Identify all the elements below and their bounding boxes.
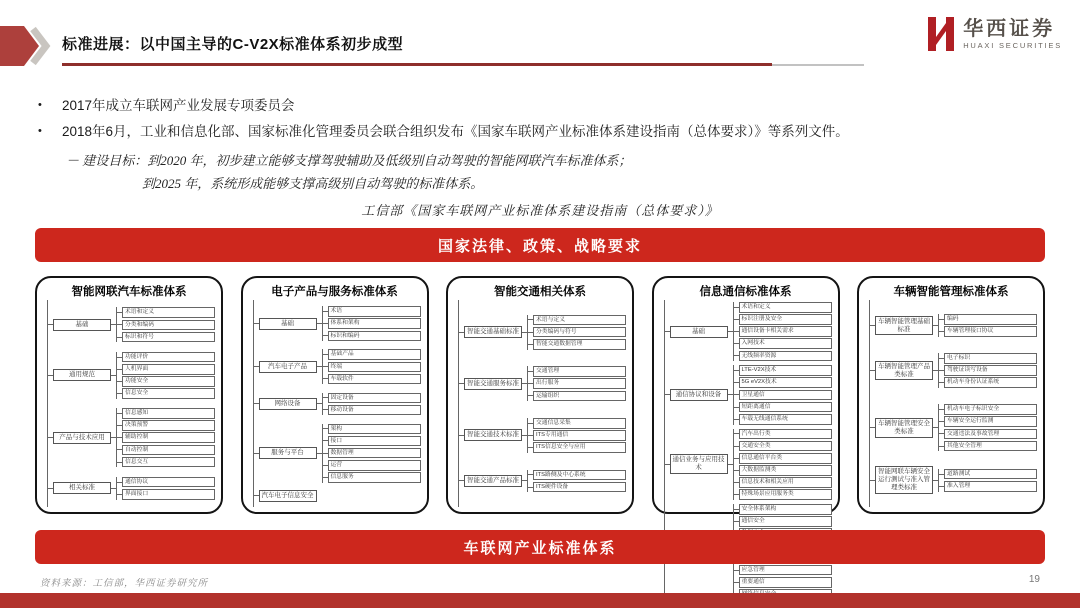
- tree-child-row: [323, 374, 421, 385]
- tree-child-node: 其他安全管理: [944, 441, 1037, 452]
- tree-child-row: [939, 481, 1037, 492]
- standard-panel-2: [241, 276, 429, 514]
- tree-child-node: 信息感知: [122, 408, 215, 419]
- tree-child-node: 机动车身份认证系统: [944, 377, 1037, 388]
- top-banner-national-requirements: 国家法律、政策、战略要求: [35, 228, 1045, 262]
- tree-child-node: 术语: [328, 306, 421, 317]
- tree-child-row: [734, 302, 832, 313]
- tree-child-node: 标识和编码: [328, 331, 421, 342]
- tree-child-row: [734, 516, 832, 527]
- tree-children: [733, 429, 832, 500]
- tree-child-node: 5G eV2X技术: [739, 377, 832, 388]
- tree-child-row: [528, 470, 626, 481]
- tree-child-row: [734, 365, 832, 376]
- tree-child-node: 运输组织: [533, 391, 626, 402]
- bullet-item: [38, 98, 1048, 115]
- tree-parent-node: 通用规范: [53, 369, 111, 381]
- tree-child-row: [939, 404, 1037, 415]
- tree-parent-node: 基础: [670, 326, 728, 338]
- tree-parent-node: 汽车电子信息安全: [259, 490, 317, 502]
- tree-children: [322, 306, 421, 341]
- tree-group: [459, 314, 626, 351]
- tree-child-node: 交通管理: [533, 366, 626, 377]
- tree-child-row: [528, 339, 626, 350]
- tree-child-row: [323, 362, 421, 373]
- tree-child-node: 终端: [328, 362, 421, 373]
- tree-child-node: 分类和编码: [122, 320, 215, 331]
- tree-parent-node: 车辆智能管理基础标准: [875, 316, 933, 336]
- tree-child-row: [528, 418, 626, 429]
- tree-child-node: 交通信息采集: [533, 418, 626, 429]
- tree-child-row: [939, 353, 1037, 364]
- title-underline-gray: [772, 64, 864, 66]
- bottom-red-bar: [0, 593, 1080, 608]
- panel-title: 智能交通相关体系: [494, 286, 586, 298]
- tree-parent-node: 服务与平台: [259, 447, 317, 459]
- tree-child-node: 决策预警: [122, 420, 215, 431]
- tree-child-node: 交通安全类: [739, 441, 832, 452]
- huaxi-logo-icon: [926, 16, 956, 52]
- tree-child-row: [734, 338, 832, 349]
- tree-group: [254, 348, 421, 385]
- tree-child-row: [734, 465, 832, 476]
- tree-child-row: [323, 349, 421, 360]
- tree-parent-node: 智能交通技术标准: [464, 429, 522, 441]
- tree-child-row: [323, 405, 421, 416]
- tree-child-row: [323, 393, 421, 404]
- tree-parent-node: 产品与技术应用: [53, 432, 111, 444]
- tree-child-row: [323, 472, 421, 483]
- tree-child-node: 标识和符号: [122, 332, 215, 343]
- tree-child-row: [528, 366, 626, 377]
- tree-child-row: [734, 441, 832, 452]
- tree-child-node: 车载软件: [328, 374, 421, 385]
- panel-title: 车辆智能管理标准体系: [893, 286, 1009, 298]
- tree-parent-node: 基础: [53, 319, 111, 331]
- tree-child-node: 车载无线通信系统: [739, 414, 832, 425]
- tree-child-node: 信息通信平台类: [739, 453, 832, 464]
- tree-child-node: 安全体系架构: [739, 504, 832, 515]
- bullet-marker: •: [38, 99, 42, 111]
- tree-child-node: 术语和定义: [122, 307, 215, 318]
- logo-text-en: HUAXI SECURITIES: [963, 40, 1062, 50]
- panel-title: 电子产品与服务标准体系: [271, 286, 398, 298]
- tree-child-row: [939, 314, 1037, 325]
- tree-child-row: [734, 429, 832, 440]
- tree-child-row: [939, 365, 1037, 376]
- tree-group: [254, 392, 421, 417]
- tree-children: [116, 307, 215, 342]
- tree-child-row: [117, 408, 215, 419]
- tree-child-row: [734, 326, 832, 337]
- tree-group: [870, 352, 1037, 389]
- standard-panel-4: [652, 276, 840, 585]
- goal-line-2020: － 建设目标：到2020 年，初步建立能够支撑驾驶辅助及低级别自动驾驶的智能网联汽车标准体系；: [66, 153, 632, 168]
- tree-parent-node: 车辆智能管理产品类标准: [875, 361, 933, 381]
- tree-parent-node: 相关标准: [53, 482, 111, 494]
- tree-child-node: 车辆安全运行监测: [944, 416, 1037, 427]
- tree-child-node: ITS硬件设备: [533, 482, 626, 493]
- tree-parent-node: 车辆智能管理安全类标准: [875, 418, 933, 438]
- tree-child-node: 通信设备卡相关需求: [739, 326, 832, 337]
- tree-child-row: [323, 460, 421, 471]
- bullet-marker: •: [38, 124, 42, 137]
- tree-group: [665, 301, 832, 362]
- logo-text-cn: 华西证券: [963, 17, 1056, 40]
- tree-children: [938, 404, 1037, 451]
- standard-panel-1: [35, 276, 223, 514]
- tree-group: [459, 417, 626, 454]
- tree-child-node: 移动设备: [328, 405, 421, 416]
- page-title: 标准进展：以中国主导的C-V2X标准体系初步成型: [62, 36, 404, 53]
- tree-child-node: 驾驶证读写设备: [944, 365, 1037, 376]
- tree-child-node: 固定设备: [328, 393, 421, 404]
- tree-children: [938, 314, 1037, 337]
- tree-child-row: [734, 390, 832, 401]
- panel-title: 智能网联汽车标准体系: [71, 286, 187, 298]
- tree-parent-node: 智能交通产品标准: [464, 475, 522, 487]
- tree-child-node: 应急管理: [739, 565, 832, 576]
- tree-child-node: 短距离通信: [739, 402, 832, 413]
- tree-child-node: 重要通信: [739, 577, 832, 588]
- tree-child-row: [939, 416, 1037, 427]
- tree-child-row: [734, 351, 832, 362]
- tree-child-row: [528, 327, 626, 338]
- tree-children: [116, 477, 215, 500]
- standard-tree: [869, 300, 1037, 507]
- tree-group: [48, 306, 215, 343]
- tree-parent-node: 汽车电子产品: [259, 361, 317, 373]
- tree-group: [459, 365, 626, 402]
- tree-children: [322, 393, 421, 416]
- tree-child-row: [117, 352, 215, 363]
- tree-child-row: [117, 432, 215, 443]
- tree-group: [254, 305, 421, 342]
- tree-child-row: [117, 420, 215, 431]
- tree-child-row: [939, 469, 1037, 480]
- tree-child-row: [734, 453, 832, 464]
- tree-child-row: [323, 424, 421, 435]
- tree-child-node: 大数据监测类: [739, 465, 832, 476]
- tree-children: [116, 352, 215, 399]
- tree-child-node: 卫星通信: [739, 390, 832, 401]
- tree-group: [870, 313, 1037, 338]
- tree-child-node: 通信协议: [122, 477, 215, 488]
- tree-child-row: [528, 430, 626, 441]
- standard-panel-3: [446, 276, 634, 514]
- bottom-banner-iov-standard-system: 车联网产业标准体系: [35, 530, 1045, 564]
- tree-child-node: 信息安全: [122, 388, 215, 399]
- tree-child-row: [939, 377, 1037, 388]
- bullet-list: [38, 98, 1048, 150]
- tree-group: [254, 423, 421, 484]
- tree-child-row: [117, 320, 215, 331]
- tree-child-row: [734, 489, 832, 500]
- tree-child-row: [528, 482, 626, 493]
- tree-child-node: ITS路侧及中心系统: [533, 470, 626, 481]
- tree-child-node: 基础产品: [328, 349, 421, 360]
- tree-children: [938, 353, 1037, 388]
- tree-child-row: [117, 445, 215, 456]
- tree-parent-node: 通信协议和设备: [670, 389, 728, 401]
- tree-child-node: 人机界面: [122, 364, 215, 375]
- tree-group: [254, 490, 421, 502]
- figure-caption: 工信部《国家车联网产业标准体系建设指南（总体要求）》: [361, 203, 719, 218]
- tree-child-row: [528, 442, 626, 453]
- tree-child-row: [734, 477, 832, 488]
- bullet-text: 2017年成立车联网产业发展专项委员会: [62, 98, 295, 113]
- tree-child-node: 智能交通数据管理: [533, 339, 626, 350]
- tree-child-row: [734, 314, 832, 325]
- tree-child-row: [323, 306, 421, 317]
- tree-child-node: 数据管理: [328, 448, 421, 459]
- tree-parent-node: 网络设备: [259, 398, 317, 410]
- tree-child-node: 信息技术和相关应用: [739, 477, 832, 488]
- tree-parent-node: 基础: [259, 318, 317, 330]
- tree-child-row: [734, 504, 832, 515]
- tree-child-row: [939, 441, 1037, 452]
- tree-child-row: [323, 331, 421, 342]
- tree-group: [48, 351, 215, 400]
- tree-child-row: [323, 448, 421, 459]
- bullet-item: [38, 124, 1048, 141]
- tree-parent-node: 智能网联车辆安全运行测试与准入管理类标准: [875, 466, 933, 493]
- tree-child-row: [117, 332, 215, 343]
- tree-child-node: 辅助控制: [122, 432, 215, 443]
- tree-child-row: [528, 378, 626, 389]
- tree-child-node: 道路测试: [944, 469, 1037, 480]
- tree-child-node: 汽车出行类: [739, 429, 832, 440]
- tree-child-row: [734, 577, 832, 588]
- tree-child-row: [117, 477, 215, 488]
- huaxi-securities-logo: [926, 16, 1062, 52]
- tree-child-node: 信息服务: [328, 472, 421, 483]
- goal-line-2025: 到2025 年，系统形成能够支撑高级别自动驾驶的标准体系。: [142, 176, 484, 192]
- standard-tree: [47, 300, 215, 507]
- standard-tree: [253, 300, 421, 507]
- tree-child-node: 运营: [328, 460, 421, 471]
- tree-child-node: 出行服务: [533, 378, 626, 389]
- tree-children: [116, 408, 215, 467]
- tree-child-row: [939, 326, 1037, 337]
- tree-child-row: [734, 377, 832, 388]
- tree-child-node: 标识注册及安全: [739, 314, 832, 325]
- tree-child-row: [117, 388, 215, 399]
- tree-child-node: 无线频率资源: [739, 351, 832, 362]
- header-arrow-icon: [0, 24, 56, 73]
- tree-child-row: [528, 391, 626, 402]
- tree-child-node: 功能评价: [122, 352, 215, 363]
- tree-child-node: 分类编码与符号: [533, 327, 626, 338]
- tree-group: [870, 403, 1037, 452]
- standard-tree: [458, 300, 626, 507]
- tree-child-row: [117, 307, 215, 318]
- construction-goals: [66, 149, 632, 196]
- tree-children: [733, 302, 832, 361]
- standard-panel-5: [857, 276, 1045, 514]
- tree-child-node: 信息交互: [122, 457, 215, 468]
- tree-children: [322, 424, 421, 483]
- tree-child-row: [734, 414, 832, 425]
- tree-child-row: [117, 376, 215, 387]
- page-number: 19: [1028, 574, 1040, 585]
- tree-child-row: [939, 429, 1037, 440]
- tree-group: [459, 469, 626, 494]
- source-note: 资料来源：工信部，华西证券研究所: [40, 579, 209, 589]
- tree-child-row: [734, 565, 832, 576]
- tree-child-node: 入网技术: [739, 338, 832, 349]
- tree-child-node: 架构: [328, 424, 421, 435]
- tree-child-node: ITS专用通信: [533, 430, 626, 441]
- title-underline-red: [62, 63, 772, 66]
- tree-group: [870, 466, 1037, 493]
- tree-children: [527, 418, 626, 453]
- tree-child-row: [323, 436, 421, 447]
- tree-child-node: 车辆管理接口协议: [944, 326, 1037, 337]
- panel-title: 信息通信标准体系: [699, 286, 792, 298]
- tree-child-node: ITS信息安全与应用: [533, 442, 626, 453]
- tree-parent-node: 智能交通基础标准: [464, 326, 522, 338]
- tree-parent-node: 通信业务与应用技术: [670, 454, 728, 474]
- tree-child-node: 自动控制: [122, 445, 215, 456]
- tree-child-node: 准入管理: [944, 481, 1037, 492]
- tree-child-node: 术语和定义: [739, 302, 832, 313]
- tree-child-node: 接口: [328, 436, 421, 447]
- tree-child-node: 特殊场景应用服务类: [739, 489, 832, 500]
- tree-child-node: 界面接口: [122, 489, 215, 500]
- tree-child-row: [528, 315, 626, 326]
- tree-child-row: [117, 489, 215, 500]
- tree-group: [48, 476, 215, 501]
- tree-children: [322, 349, 421, 384]
- tree-child-node: 通信安全: [739, 516, 832, 527]
- tree-child-node: 电子标识: [944, 353, 1037, 364]
- bullet-text: 2018年6月，工业和信息化部、国家标准化管理委员会联合组织发布《国家车联网产业标准体系建设指南（总体要求）》等系列文件。: [62, 123, 849, 139]
- tree-group: [48, 407, 215, 468]
- tree-child-node: 体系和架构: [328, 318, 421, 329]
- tree-children: [527, 315, 626, 350]
- tree-children: [938, 469, 1037, 492]
- tree-child-node: 功能安全: [122, 376, 215, 387]
- tree-child-row: [117, 457, 215, 468]
- tree-children: [527, 366, 626, 401]
- tree-child-node: 机动车电子标识安全: [944, 404, 1037, 415]
- tree-child-node: LTE-V2X技术: [739, 365, 832, 376]
- tree-children: [527, 470, 626, 493]
- tree-children: [733, 365, 832, 424]
- tree-parent-node: 智能交通服务标准: [464, 378, 522, 390]
- tree-group: [665, 428, 832, 501]
- tree-child-row: [117, 364, 215, 375]
- tree-child-row: [323, 318, 421, 329]
- tree-child-row: [734, 402, 832, 413]
- tree-child-node: 编码: [944, 314, 1037, 325]
- tree-child-node: 术语与定义: [533, 315, 626, 326]
- tree-child-node: 交通违法及事故管理: [944, 429, 1037, 440]
- tree-group: [665, 364, 832, 425]
